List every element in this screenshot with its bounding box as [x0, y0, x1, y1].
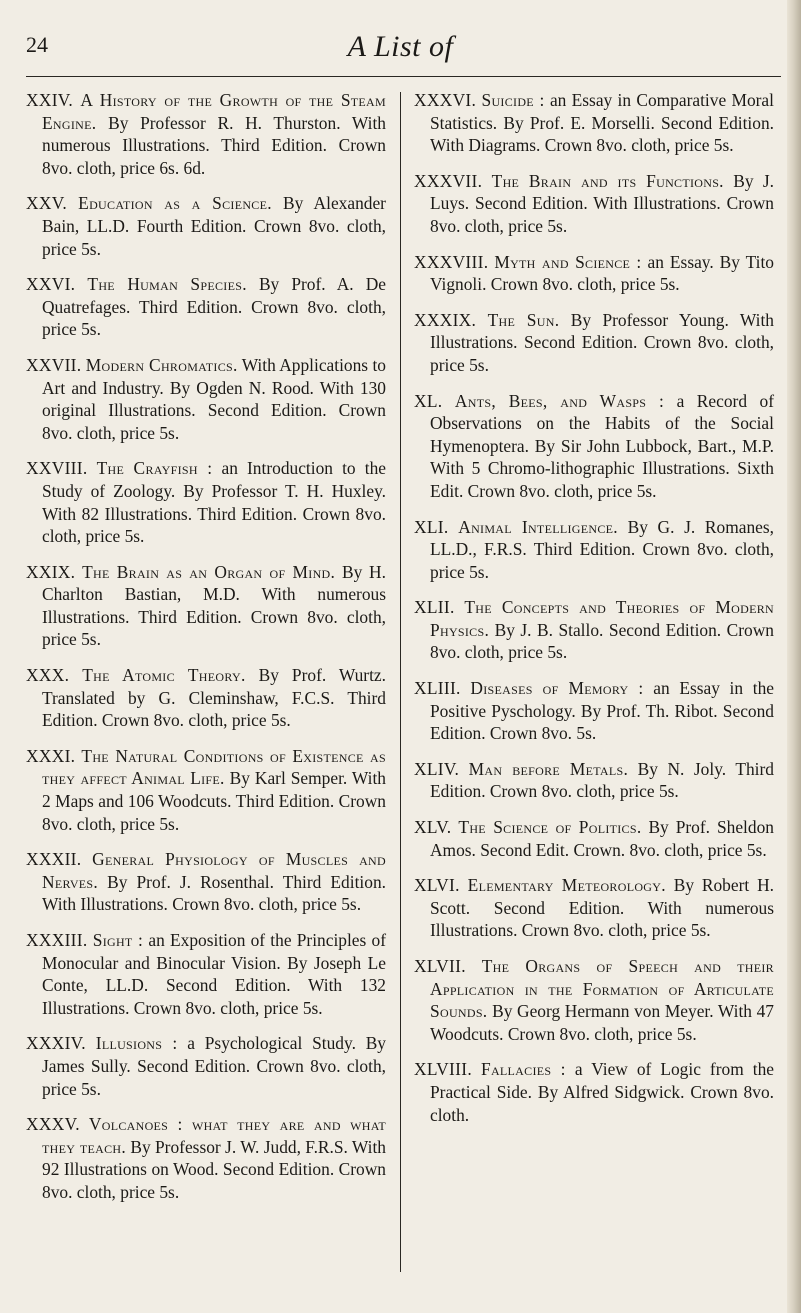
- entry-number: XXXV.: [26, 1114, 80, 1135]
- catalog-entry: [414, 309, 774, 377]
- entry-number: XXX.: [26, 665, 70, 686]
- page-number: 24: [26, 32, 48, 57]
- catalog-entry: [414, 516, 774, 584]
- entry-title: Education as a Science.: [78, 193, 272, 214]
- entry-description: a Record of Observations on the Habits of the Social Hymenoptera. By Sir John Lubbock, Bart., M.P. With 5 Chromo-lithographic Illustrations. Sixth Edit. Crown 8vo. cloth, price 5s.: [430, 390, 774, 501]
- entry-title: Myth and Science :: [494, 251, 642, 272]
- catalog-entry: [414, 390, 774, 503]
- column-divider: [400, 92, 401, 1272]
- entry-title: The Atomic Theory.: [82, 665, 246, 686]
- entry-number: XL.: [414, 390, 443, 411]
- entry-description: By J. Luys. Second Edition. With Illustrations. Crown 8vo. cloth, price 5s.: [430, 170, 775, 236]
- entry-description: an Essay. By Tito Vignoli. Crown 8vo. cloth, price 5s.: [430, 251, 774, 295]
- entry-number: XXV.: [26, 193, 67, 214]
- catalog-entry: [414, 251, 774, 296]
- catalog-entry: [26, 664, 386, 732]
- entry-number: XXXVII.: [414, 170, 483, 191]
- running-title: A List of: [347, 30, 454, 63]
- catalog-entry: [26, 89, 386, 179]
- entry-description: an Essay in the Positive Pyschology. By Prof. Th. Ribot. Second Edition. Crown 8vo. 5s.: [430, 678, 774, 744]
- left-column: [26, 89, 386, 1217]
- entry-title: The Natural Conditions of Existence as they affect Animal Life.: [42, 745, 386, 789]
- entry-title: The Sun.: [487, 309, 560, 330]
- entry-description: By Prof. J. Rosenthal. Third Edition. With Illustrations. Crown 8vo. cloth, price 5s.: [42, 871, 386, 915]
- entry-description: By Professor J. W. Judd, F.R.S. With 92 Illustrations on Wood. Second Edition. Crown 8vo. cloth, price 5s.: [42, 1136, 386, 1202]
- entry-title: Modern Chromatics.: [85, 354, 238, 375]
- entry-title: Illusions :: [95, 1033, 178, 1054]
- catalog-entry: [414, 758, 774, 803]
- entry-title: The Concepts and Theories of Modern Physics.: [430, 597, 774, 640]
- entry-number: XXIV.: [26, 90, 74, 110]
- entry-number: XLIII.: [414, 678, 461, 699]
- entry-title: Man before Metals.: [468, 758, 629, 779]
- catalog-entry: [26, 192, 386, 260]
- entry-description: By G. J. Romanes, LL.D., F.R.S. Third Edition. Crown 8vo. cloth, price 5s.: [430, 516, 775, 582]
- catalog-entry: [414, 816, 774, 861]
- entry-title: Elementary Meteorology.: [467, 875, 666, 896]
- entry-number: XLII.: [414, 597, 455, 618]
- entry-description: By Karl Semper. With 2 Maps and 106 Woodcuts. Third Edition. Crown 8vo. cloth, price 5s.: [42, 768, 386, 834]
- catalog-entry: [26, 1113, 386, 1203]
- entry-description: a Psychological Study. By James Sully. Second Edition. Crown 8vo. cloth, price 5s.: [42, 1033, 386, 1099]
- entry-description: By N. Joly. Third Edition. Crown 8vo. cloth, price 5s.: [430, 758, 774, 802]
- entry-title: The Crayfish :: [96, 458, 213, 479]
- entry-description: By Prof. A. De Quatrefages. Third Edition. Crown 8vo. cloth, price 5s.: [42, 274, 387, 340]
- entry-number: XXXVIII.: [414, 251, 489, 272]
- entry-description: a View of Logic from the Practical Side. By Alfred Sidgwick. Crown 8vo. cloth.: [430, 1059, 774, 1125]
- entry-title: The Brain as an Organ of Mind.: [82, 561, 336, 582]
- entry-title: Volcanoes : what they are and what they teach.: [42, 1114, 386, 1157]
- catalog-entry: [414, 170, 774, 238]
- entry-title: The Human Species.: [87, 274, 247, 295]
- page-header: [0, 30, 801, 80]
- page-edge: [787, 0, 801, 1313]
- header-rule: [26, 76, 781, 77]
- catalog-entry: [26, 745, 386, 835]
- entry-description: By H. Charlton Bastian, M.D. With numerous Illustrations. Third Edition. Crown 8vo. cloth, price 5s.: [42, 561, 386, 650]
- catalog-entry: [414, 955, 774, 1045]
- entry-number: XXXIV.: [26, 1033, 86, 1054]
- entry-title: Ants, Bees, and Wasps :: [454, 390, 665, 411]
- entry-title: Animal Intelligence.: [458, 516, 618, 537]
- catalog-entry: [26, 273, 386, 341]
- entry-number: XXVI.: [26, 274, 76, 295]
- entry-description: By Georg Hermann von Meyer. With 47 Woodcuts. Crown 8vo. cloth, price 5s.: [430, 1001, 774, 1044]
- entry-number: XXXVI.: [414, 90, 477, 110]
- catalog-entry: [414, 874, 774, 942]
- catalog-entry: [26, 848, 386, 916]
- entry-description: By Prof. Sheldon Amos. Second Edit. Crown. 8vo. cloth, price 5s.: [430, 817, 774, 860]
- catalog-entry: [26, 1032, 386, 1100]
- entry-number: XXXII.: [26, 849, 82, 870]
- entry-number: XXVIII.: [26, 458, 88, 479]
- entry-number: XXVII.: [26, 354, 82, 375]
- entry-description: an Essay in Comparative Moral Statistics. By Prof. E. Morselli. Second Edition. With Diagrams. Crown 8vo. cloth, price 5s.: [430, 90, 774, 156]
- catalog-entry: [414, 677, 774, 745]
- entry-number: XLI.: [414, 516, 449, 537]
- entry-description: By J. B. Stallo. Second Edition. Crown 8vo. cloth, price 5s.: [430, 619, 774, 663]
- entry-number: XLV.: [414, 817, 452, 838]
- entry-number: XLVIII.: [414, 1059, 472, 1080]
- entry-title: A History of the Growth of the Steam Engine.: [42, 90, 386, 133]
- entry-description: By Robert H. Scott. Second Edition. With numerous Illustrations. Crown 8vo. cloth, price 5s.: [430, 875, 774, 941]
- entry-description: By Professor R. H. Thurston. With numerous Illustrations. Third Edition. Crown 8vo. cloth, price 6s. 6d.: [42, 112, 386, 178]
- catalog-entry: [26, 354, 386, 444]
- catalog-entry: [414, 596, 774, 664]
- entry-description: By Alexander Bain, LL.D. Fourth Edition. Crown 8vo. cloth, price 5s.: [42, 193, 386, 259]
- entry-title: The Brain and its Functions.: [491, 170, 724, 191]
- entry-description: By Professor Young. With Illustrations. Second Edition. Crown 8vo. cloth, price 5s.: [430, 309, 774, 375]
- entry-number: XLIV.: [414, 758, 460, 779]
- entry-title: Sight :: [92, 930, 144, 950]
- entry-number: XXXIII.: [26, 930, 88, 950]
- entry-title: The Science of Politics.: [458, 817, 642, 838]
- entry-number: XXXI.: [26, 745, 76, 766]
- right-column: [414, 89, 774, 1139]
- entry-title: The Organs of Speech and their Application in the Formation of Articulate Sounds.: [430, 956, 774, 1022]
- entry-number: XXXIX.: [414, 309, 477, 330]
- entry-description: an Exposition of the Principles of Monocular and Binocular Vision. By Joseph Le Conte, LL.D. Second Edition. With 132 Illustrations. Crown 8vo. cloth, price 5s.: [42, 930, 386, 1018]
- entry-title: Diseases of Memory :: [470, 678, 644, 699]
- entry-title: Suicide :: [481, 90, 545, 110]
- catalog-entry: [26, 929, 386, 1019]
- catalog-entry: [414, 89, 774, 157]
- catalog-entry: [26, 561, 386, 651]
- entry-number: XLVI.: [414, 875, 460, 896]
- catalog-entry: [26, 457, 386, 547]
- entry-title: General Physiology of Muscles and Nerves.: [42, 849, 386, 892]
- entry-description: an Introduction to the Study of Zoology. By Professor T. H. Huxley. With 82 Illustrations. Third Edition. Crown 8vo. cloth, price 5s.: [42, 458, 386, 547]
- catalog-entry: [414, 1058, 774, 1126]
- entry-number: XLVII.: [414, 956, 466, 976]
- entry-title: Fallacies :: [480, 1059, 566, 1080]
- entry-number: XXIX.: [26, 561, 76, 582]
- entry-description: With Applications to Art and Industry. By Ogden N. Rood. With 130 original Illustrations. Second Edition. Crown 8vo. cloth, price 5s.: [42, 354, 386, 443]
- entry-description: By Prof. Wurtz. Translated by G. Cleminshaw, F.C.S. Third Edition. Crown 8vo. cloth, price 5s.: [42, 665, 386, 731]
